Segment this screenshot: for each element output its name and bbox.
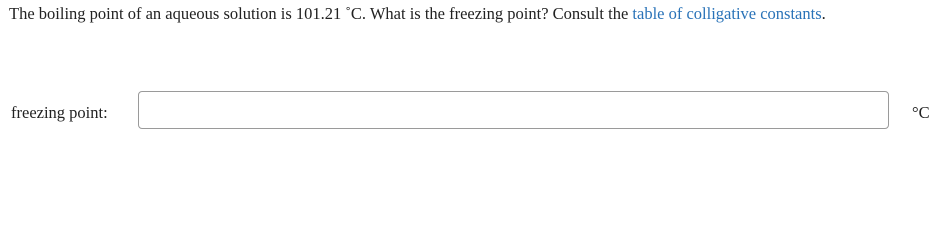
freezing-point-input[interactable] bbox=[138, 91, 889, 129]
question-prefix: The boiling point of an aqueous solution is 101.21 ˚C. What is the freezing point? Consult the bbox=[9, 4, 633, 23]
answer-row bbox=[9, 91, 933, 131]
question-text bbox=[9, 4, 826, 24]
question-suffix: . bbox=[821, 4, 826, 23]
unit-label: °C bbox=[912, 103, 930, 122]
colligative-constants-link[interactable]: table of colligative constants bbox=[632, 4, 822, 23]
freezing-point-label: freezing point: bbox=[11, 103, 108, 122]
